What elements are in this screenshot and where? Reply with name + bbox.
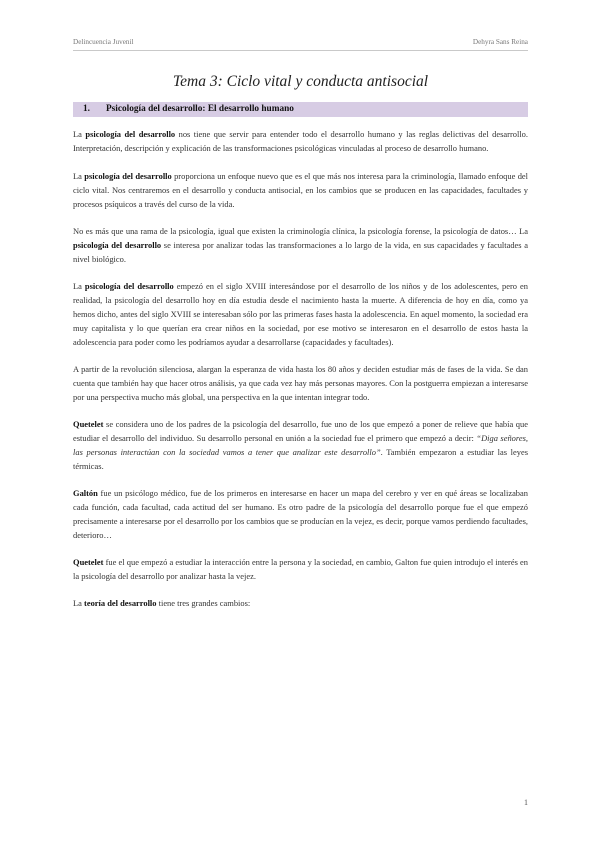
page-title: Tema 3: Ciclo vital y conducta antisocial [172, 73, 429, 90]
p6-bold: Quetelet [73, 419, 104, 429]
p3-post: se interesa por analizar todas las transformaciones a lo largo de la vida, en sus capacidades y facultades a nivel biológico. [73, 240, 528, 264]
p3-pre: No es más que una rama de la psicología, igual que existen la criminología clínica, la psicología forense, la psicología de datos… La [73, 226, 528, 236]
document-body [73, 127, 528, 623]
p2-pre: La [73, 171, 85, 181]
header-course: Delincuencia Juvenil [73, 38, 134, 46]
p4-post: empezó en el siglo XVIII interesándose por el desarrollo de los niños y de los adolescentes, pero en realidad, la psicología del desarrollo hoy en día estudia desde el nacimiento hasta la muerte. A diferencia de hoy en día, como ya hemos dicho, antes del siglo XVIII se interesaban sólo por las primeras fases hasta la adolescencia. En aquel momento, la sociedad era muy capitalista y lo que querían era crear niños en la sociedad, por ese motivo se interesaron en el desarrollo de estos hasta la adolescencia para poder como les podríamos ayudar a desarrollarse (capacidades y facultades). [73, 281, 528, 347]
p3-bold: psicología del desarrollo [73, 240, 162, 250]
p8-post: fue el que empezó a estudiar la interacción entre la persona y la sociedad, en cambio, Galton fue quien introdujo el interés en la psicología del desarrollo por analizar hasta la vejez. [73, 557, 528, 581]
paragraph-5: A partir de la revolución silenciosa, alargan la esperanza de vida hasta los 80 años y deciden estudiar más de fases de la vida. Se dan cuenta que también hay que hacer otros análisis, ya que cada vez hay más personas mayores. Con la postguerra empiezan a interesarse por una perspectiva mucho más global, una perspectiva en la que intentan integrar todo. [73, 364, 528, 402]
p1-post: nos tiene que servir para entender todo el desarrollo humano y las reglas delictivas del desarrollo. Interpretación, descripción y explicación de las transformaciones psicológicas vinculadas al proceso de desarrollo humano. [73, 129, 528, 153]
p9-bold: teoría del desarrollo [84, 598, 157, 608]
paragraph-2 [73, 169, 528, 211]
header-author: Dehyra Sans Reina [472, 38, 528, 46]
p1-bold: psicología del desarrollo [85, 129, 176, 139]
p2-bold: psicología del desarrollo [84, 171, 172, 181]
p8-bold: Quetelet [73, 557, 104, 567]
p9-post: tiene tres grandes cambios: [156, 598, 251, 608]
p4-bold: psicología del desarrollo [84, 281, 174, 291]
p4-pre: La [73, 281, 85, 291]
paragraph-8 [73, 555, 528, 583]
p6-mid: se considera uno de los padres de la psicología del desarrollo, fue uno de los que empezó a poner de relieve que había que estudiar el desarrollo del individuo. Su desarrollo personal en unión a la sociedad fue el primero que empezó a decir: [73, 419, 528, 443]
page-header [73, 38, 528, 51]
p7-bold: Galtón [73, 488, 98, 498]
paragraph-4 [73, 279, 528, 349]
p6-post: . También empezaron a estudiar las leyes térmicas. [73, 447, 528, 471]
paragraph-9 [73, 596, 528, 610]
section-number: 1. [83, 104, 90, 114]
page-number: 1 [524, 798, 528, 807]
paragraph-7 [73, 486, 528, 542]
section-title: Psicología del desarrollo: El desarrollo humano [106, 104, 294, 114]
paragraph-6 [73, 417, 528, 473]
paragraph-3 [73, 224, 528, 266]
p2-post: proporciona un enfoque nuevo que es el que más nos interesa para la criminología, llamado enfoque del ciclo vital. Nos centraremos en el desarrollo y conducta antisocial, en los cambios que se producen en las capacidades, facultades y procesos psíquicos a través del curso de la vida. [73, 171, 528, 209]
p6-quote: “Diga señores, las personas interactúan con la sociedad vamos a tener que analizar este desarrollo” [73, 433, 528, 457]
p9-pre: La [73, 598, 85, 608]
section-heading [73, 102, 528, 117]
paragraph-1 [73, 127, 528, 155]
p7-post: fue un psicólogo médico, fue de los primeros en interesarse en hacer un mapa del cerebro y ver en qué áreas se localizaban cada función, cada facultad, cada actitud del ser humano. Es otro padre de la psicología del desarrollo porque fue el que empezó precisamente a interesarse por el desarrollo por los cambios que se producían en la vejez, es decir, porque vamos perdiendo facultades, deterioro… [73, 488, 528, 540]
p1-pre: La [73, 129, 86, 139]
